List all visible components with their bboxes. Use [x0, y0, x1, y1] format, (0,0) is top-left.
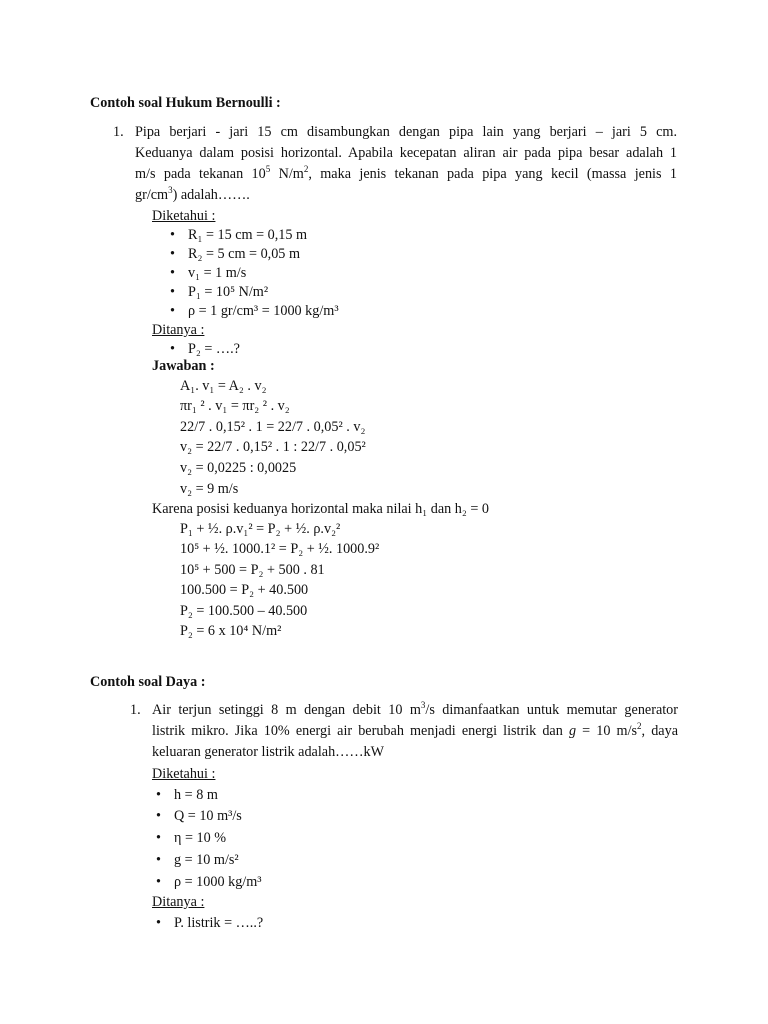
equation-line: 100.500 = P₂ + 40.500 [180, 582, 309, 598]
question-text-line: listrik mikro. Jika 10% energi air berubah menjadi energi listrik dan g = 10 $m/s^2$, daya [152, 721, 678, 739]
known-item: • P₁ = 10⁵ N/m² [188, 282, 268, 303]
known-item: • ρ = 1000 kg/m³ [174, 872, 262, 893]
equation-line: v₂ = 22/7 . 0,15² . 1 : 22/7 . 0,05² [180, 439, 366, 455]
section-heading-bernoulli: Contoh soal Hukum Bernoulli : [90, 95, 281, 111]
known-label: Diketahui : [152, 208, 216, 224]
question-text-line: $gr/cm^3$) adalah……. [135, 185, 250, 203]
question-text-line: Air terjun setinggi 8 m dengan debit 10 $m^3/s$ dimanfaatkan untuk memutar generator [152, 700, 678, 718]
equation-line: 22/7 . 0,15² . 1 = 22/7 . 0,05² . v₂ [180, 419, 366, 435]
known-item: • g = 10 m/s² [174, 850, 239, 871]
known-item: • v₁ = 1 m/s [188, 263, 246, 284]
known-item: • ρ = 1 gr/cm³ = 1000 kg/m³ [188, 301, 339, 322]
known-label: Diketahui : [152, 766, 216, 782]
question-text-line: Pipa berjari - jari 15 cm disambungkan dengan pipa lain yang berjari – jari 5 cm. [135, 124, 677, 140]
question-number: 1. [130, 702, 141, 718]
asked-label: Ditanya : [152, 894, 205, 910]
equation-line: v₂ = 0,0225 : 0,0025 [180, 460, 297, 476]
explanation-text: Karena posisi keduanya horizontal maka nilai h₁ dan h₂ = 0 [152, 501, 490, 517]
known-item: • η = 10 % [174, 828, 226, 849]
equation-line: πr₁ ² . v₁ = πr₂ ² . v₂ [180, 398, 290, 414]
asked-item: • P. listrik = …..? [174, 913, 263, 934]
question-text-line: Keduanya dalam posisi horizontal. Apabila kecepatan aliran air pada pipa besar adalah 1 [135, 145, 677, 161]
equation-line: P₂ = 100.500 – 40.500 [180, 603, 308, 619]
equation-line: v₂ = 9 m/s [180, 481, 239, 497]
asked-item: • P₂ = ….? [188, 339, 240, 360]
equation-line: P₁ + ½. ρ.v₁² = P₂ + ½. ρ.v₂² [180, 521, 341, 537]
asked-label: Ditanya : [152, 322, 205, 338]
known-item: • h = 8 m [174, 785, 218, 806]
equation-line: P₂ = 6 x 10⁴ N/m² [180, 623, 282, 639]
equation-line: 10⁵ + ½. 1000.1² = P₂ + ½. 1000.9² [180, 541, 380, 557]
equation-line: A₁. v₁ = A₂ . v₂ [180, 378, 267, 394]
question-text-line: m/s pada tekanan $10^5$ $N/m^2$, maka jenis tekanan pada pipa yang kecil (massa jenis 1 [135, 164, 677, 182]
known-item: • R₁ = 15 cm = 0,15 m [188, 225, 307, 246]
answer-label: Jawaban : [152, 358, 215, 374]
question-text-line: keluaran generator listrik adalah……kW [152, 744, 385, 760]
known-item: • Q = 10 m³/s [174, 806, 242, 827]
section-heading-daya: Contoh soal Daya : [90, 674, 206, 690]
known-item: • R₂ = 5 cm = 0,05 m [188, 244, 300, 265]
question-number: 1. [113, 124, 124, 140]
equation-line: 10⁵ + 500 = P₂ + 500 . 81 [180, 562, 325, 578]
